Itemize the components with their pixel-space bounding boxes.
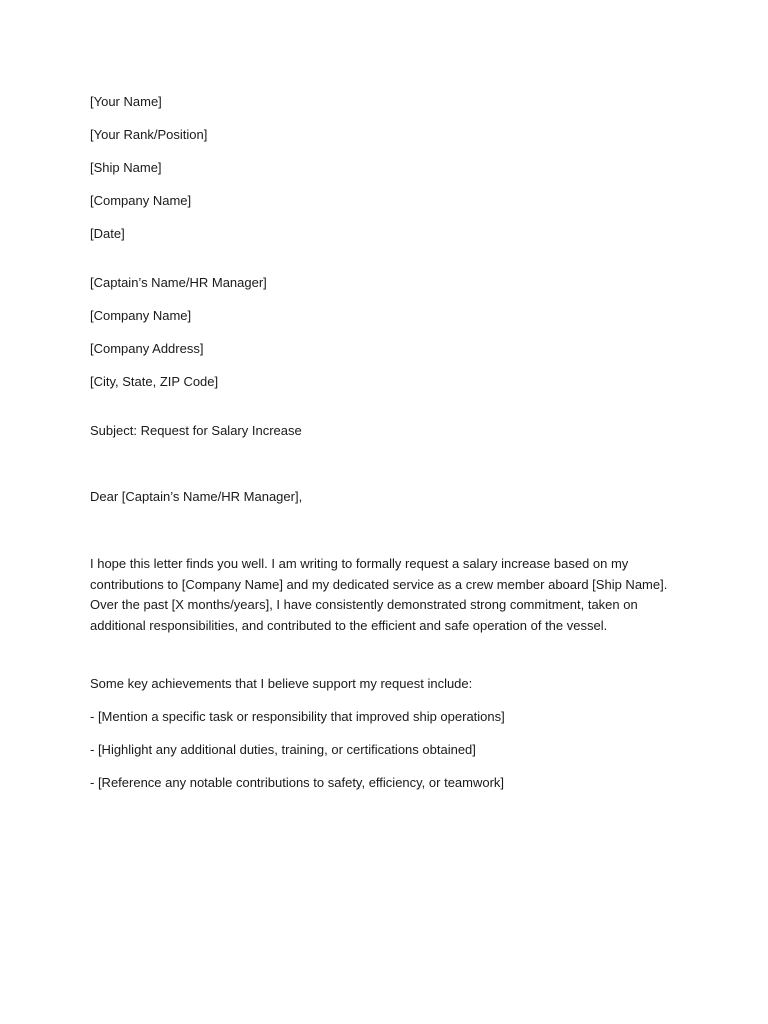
recipient-block — [90, 274, 670, 390]
recipient-city: [City, State, ZIP Code] — [90, 374, 219, 389]
list-item: - [Reference any notable contributions to safety, efficiency, or teamwork] — [90, 775, 505, 790]
subject-line: Subject: Request for Salary Increase — [90, 423, 302, 438]
achievements-list — [90, 708, 670, 791]
body-paragraph: I hope this letter finds you well. I am writing to formally request a salary increase based on my contributions to [Company Name] and my dedicated service as a crew member aboard [Ship Name]. Over the past [X months/years], I have consistently demonstrated strong commitment, taken on additional responsibilities, and contributed to the efficient and safe operation of the vessel. — [90, 556, 668, 633]
letter-date: [Date] — [90, 226, 125, 241]
recipient-address: [Company Address] — [90, 341, 204, 356]
list-item: - [Mention a specific task or responsibility that improved ship operations] — [90, 709, 505, 724]
salutation: Dear [Captain’s Name/HR Manager], — [90, 489, 303, 504]
achievements-intro: Some key achievements that I believe support my request include: — [90, 676, 473, 691]
sender-rank: [Your Rank/Position] — [90, 127, 208, 142]
list-item: - [Highlight any additional duties, training, or certifications obtained] — [90, 742, 476, 757]
recipient-name: [Captain’s Name/HR Manager] — [90, 275, 267, 290]
sender-company: [Company Name] — [90, 193, 192, 208]
sender-name: [Your Name] — [90, 94, 162, 109]
sender-block — [90, 93, 670, 242]
recipient-company: [Company Name] — [90, 308, 192, 323]
letter-body — [90, 93, 670, 807]
sender-ship: [Ship Name] — [90, 160, 162, 175]
